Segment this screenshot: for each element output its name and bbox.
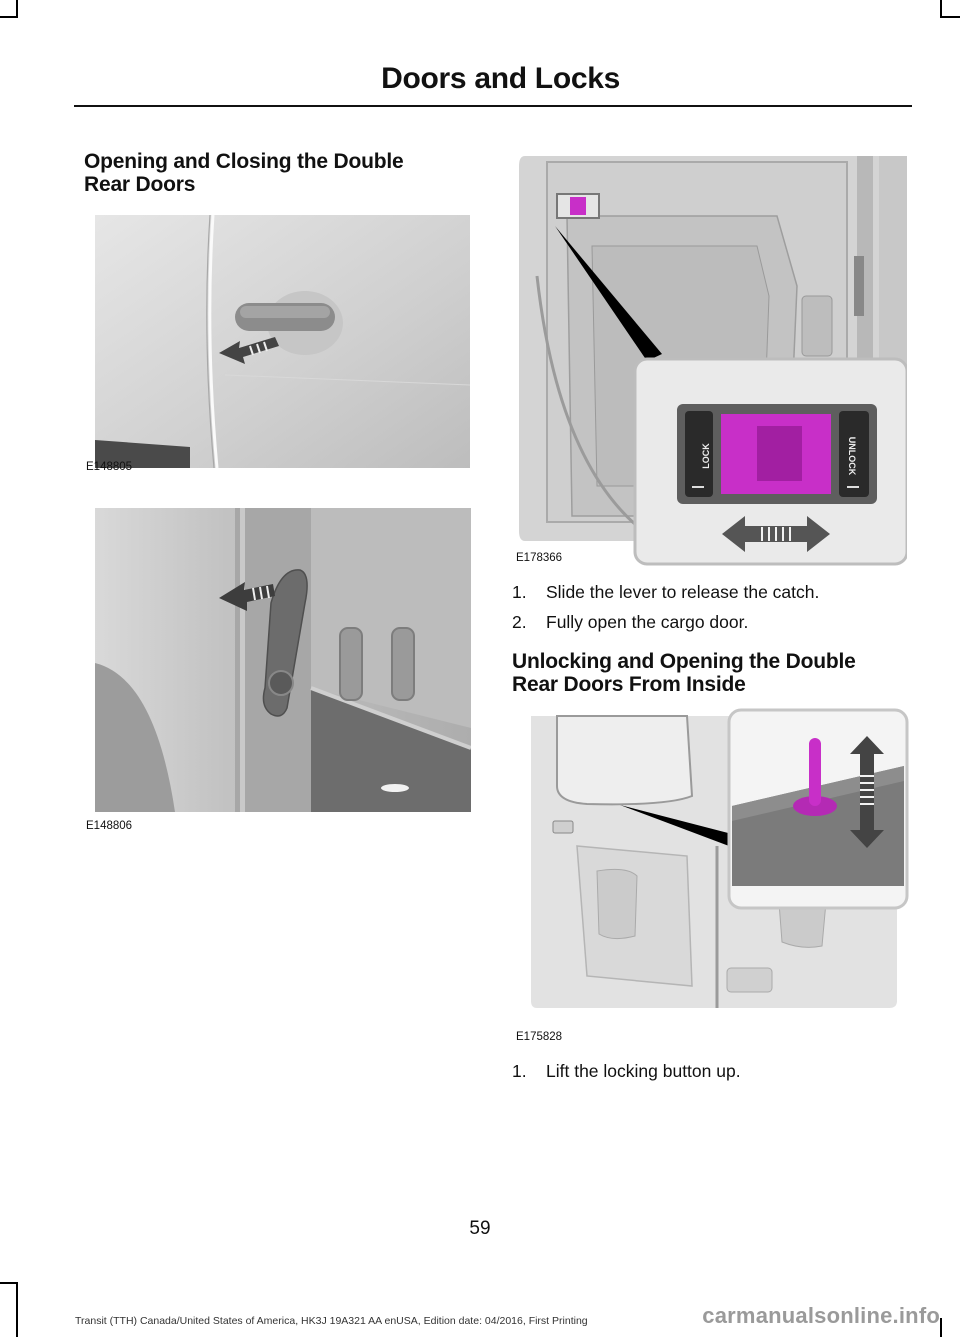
list-item [512,1061,902,1085]
crop-mark [0,16,18,18]
heading-line: Opening and Closing the Double [84,150,404,173]
figure-code: E148806 [86,820,133,832]
footer-edition-info: Transit (TTH) Canada/United States of America, HK3J 19A321 AA enUSA, Edition date: 04/2016, First Printing [75,1315,588,1327]
figure-locking-button [517,706,909,1011]
step-text: Lift the locking button up. [546,1061,741,1081]
crop-mark [16,1282,18,1337]
crop-mark [0,1282,18,1284]
figure-code: E148805 [86,461,133,473]
step-text: Slide the lever to release the catch. [546,582,820,602]
list-item [512,612,902,636]
figure-exterior-handle [95,215,470,468]
lock-label: LOCK [701,443,711,469]
step-number: 1. [512,582,527,602]
heading-line: Unlocking and Opening the Double [512,650,856,673]
crop-mark [942,16,960,18]
page-number: 59 [469,1218,491,1239]
figure-slide-lever [517,156,907,566]
header-rule [74,105,912,107]
step-text: Fully open the cargo door. [546,612,749,632]
figure-code: E175828 [516,1031,563,1043]
unlock-label: UNLOCK [847,436,857,476]
figure-code: E178366 [516,552,563,564]
step-number: 1. [512,1061,527,1081]
step-number: 2. [512,612,527,632]
heading-line: Rear Doors From Inside [512,673,746,696]
section-heading-double-rear-doors [84,150,404,196]
section-heading-unlocking-from-inside [512,650,856,696]
heading-line: Rear Doors [84,173,196,196]
list-item [512,582,902,606]
figure-interior-lever [95,508,471,812]
watermark: carmanualsonline.info [702,1303,940,1328]
crop-mark [940,1318,942,1337]
page-title: Doors and Locks [381,62,620,95]
